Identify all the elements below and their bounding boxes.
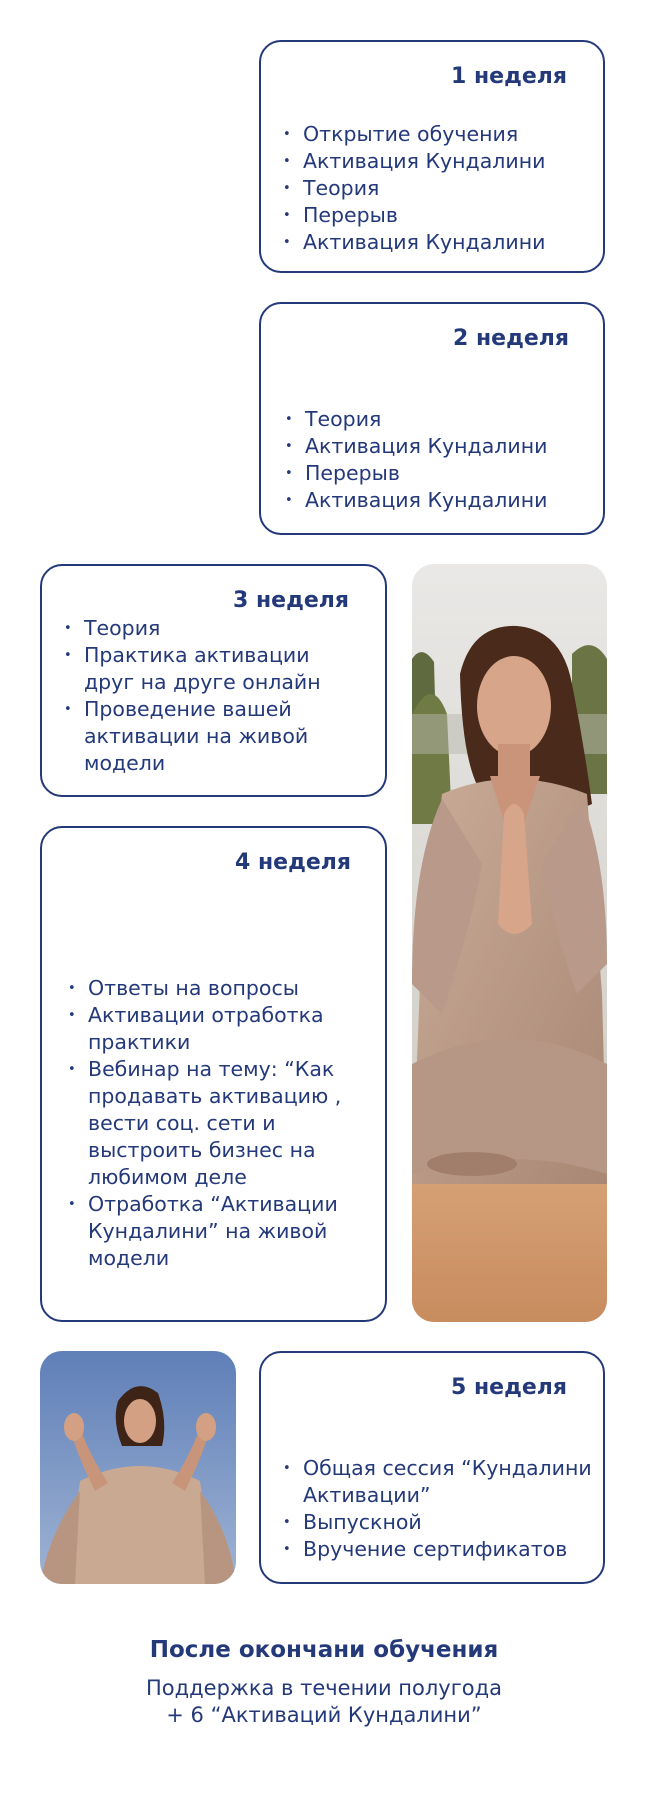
after-training-line-1: Поддержка в течении полугода bbox=[145, 1676, 502, 1700]
week-2-card bbox=[259, 302, 605, 535]
list-item: • Выпускной bbox=[283, 1509, 601, 1536]
list-item: • Вручение сертификатов bbox=[283, 1536, 601, 1563]
week-3-list bbox=[64, 615, 354, 777]
list-item: • Перерыв bbox=[283, 202, 598, 229]
week-4-list bbox=[68, 975, 358, 1272]
photo-woman-meditation bbox=[412, 564, 607, 1322]
list-item: • Практика активации друг на друге онлайн bbox=[64, 642, 354, 696]
week-5-card bbox=[259, 1351, 605, 1584]
week-1-title: 1 неделя bbox=[450, 64, 567, 89]
list-item: • Активация Кундалини bbox=[285, 433, 600, 460]
list-item: • Активация Кундалини bbox=[285, 487, 600, 514]
list-item: • Отработка “Активации Кундалини” на живой модели bbox=[68, 1191, 358, 1272]
week-5-title: 5 неделя bbox=[450, 1375, 567, 1400]
photo-raised-hands-illustration bbox=[40, 1351, 236, 1584]
photo-meditation-illustration bbox=[412, 564, 607, 1322]
week-1-list bbox=[283, 121, 598, 256]
list-item: • Проведение вашей активации на живой модели bbox=[64, 696, 354, 777]
list-item: • Открытие обучения bbox=[283, 121, 598, 148]
week-3-card bbox=[40, 564, 387, 797]
after-training-title: После окончани обучения bbox=[149, 1637, 499, 1663]
after-training-line-2: + 6 “Активаций Кундалини” bbox=[166, 1703, 482, 1727]
list-item: • Активация Кундалини bbox=[283, 148, 598, 175]
week-2-list bbox=[285, 406, 600, 514]
list-item: • Активация Кундалини bbox=[283, 229, 598, 256]
week-4-title: 4 неделя bbox=[234, 850, 351, 875]
list-item: • Вебинар на тему: “Как продавать активацию , вести соц. сети и выстроить бизнес на любимом деле bbox=[68, 1056, 358, 1191]
week-1-card bbox=[259, 40, 605, 273]
week-4-card bbox=[40, 826, 387, 1322]
list-item: • Общая сессия “Кундалини Активации” bbox=[283, 1455, 601, 1509]
list-item: • Активации отработка практики bbox=[68, 1002, 358, 1056]
week-5-list bbox=[283, 1455, 601, 1563]
list-item: • Перерыв bbox=[285, 460, 600, 487]
after-training-text bbox=[0, 1675, 648, 1729]
photo-woman-raised-hands bbox=[40, 1351, 236, 1584]
list-item: • Теория bbox=[64, 615, 354, 642]
list-item: • Ответы на вопросы bbox=[68, 975, 358, 1002]
list-item: • Теория bbox=[283, 175, 598, 202]
list-item: • Теория bbox=[285, 406, 600, 433]
week-3-title: 3 неделя bbox=[232, 588, 349, 613]
week-2-title: 2 неделя bbox=[452, 326, 569, 351]
